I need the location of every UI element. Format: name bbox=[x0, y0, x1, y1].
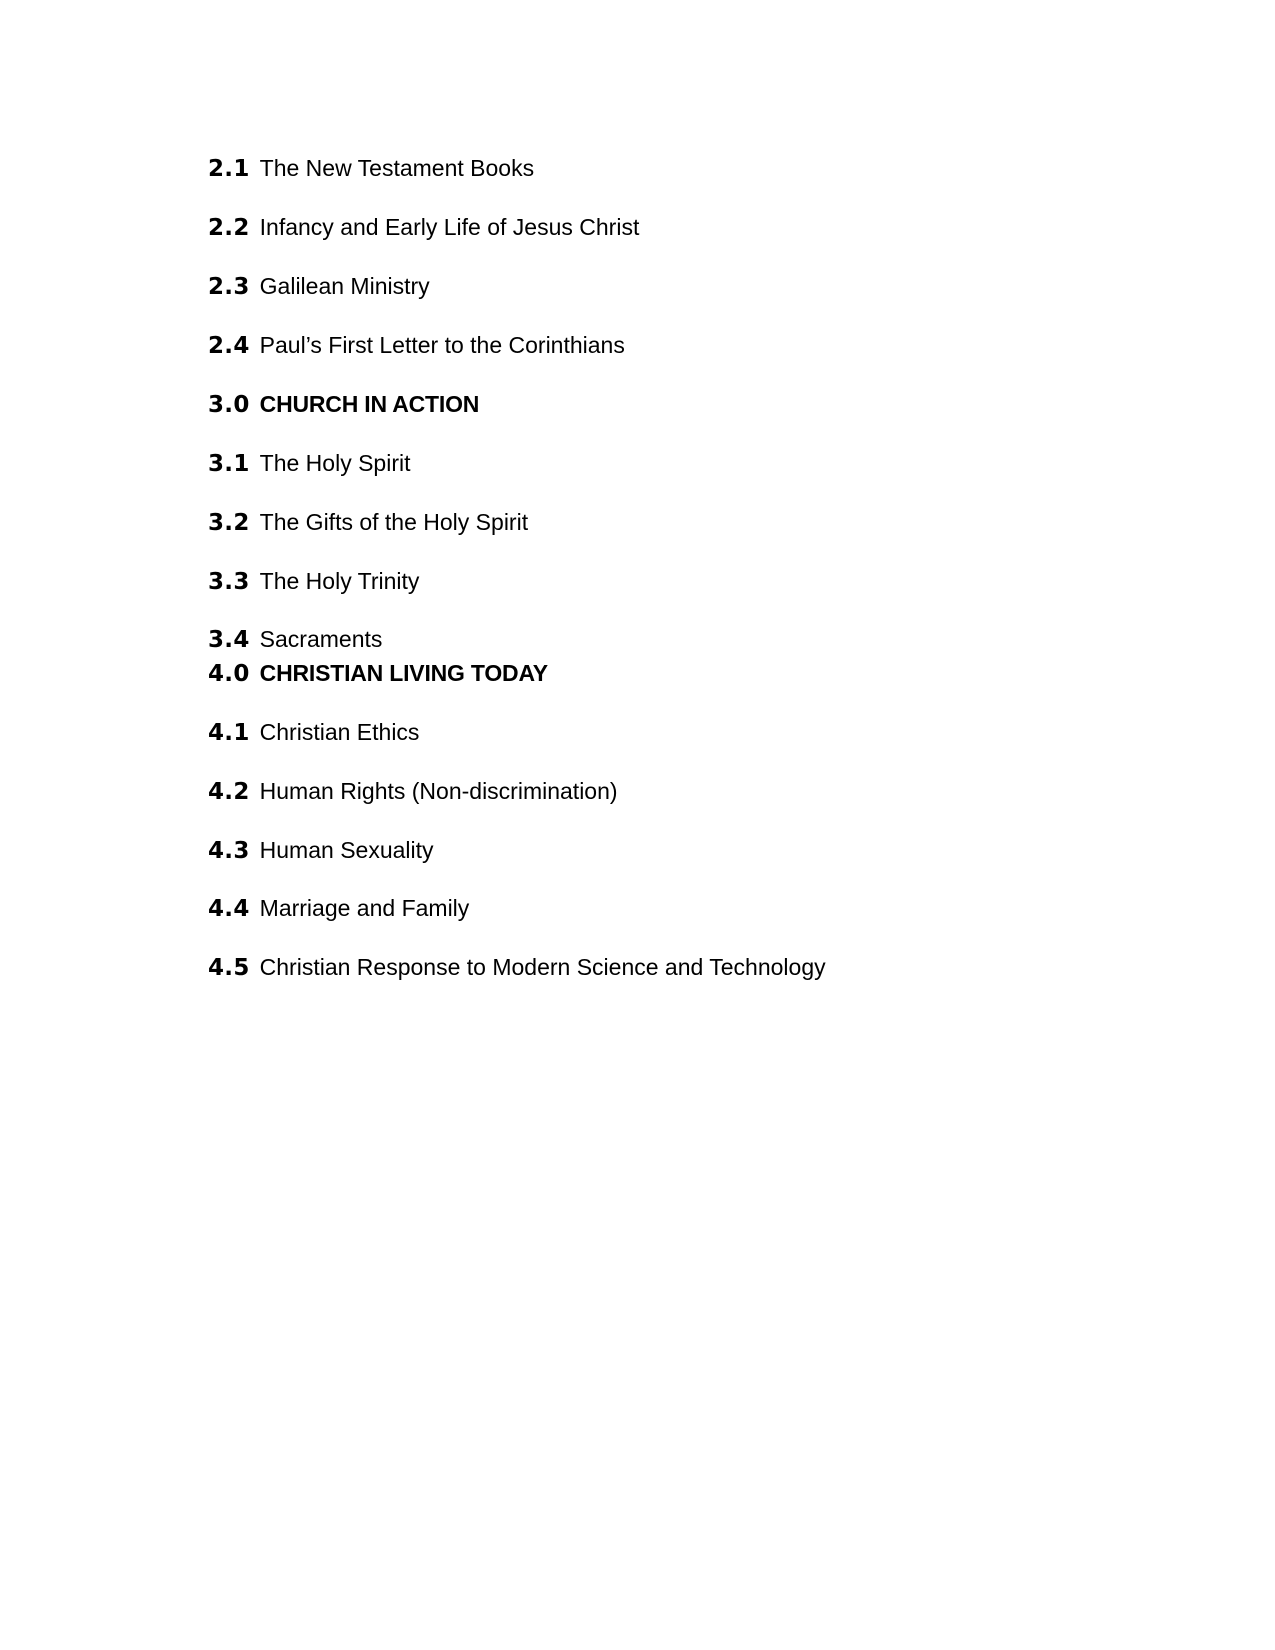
entry-number: 2.1 bbox=[208, 156, 250, 182]
entry-title: Christian Ethics bbox=[259, 719, 420, 745]
entry-title: The New Testament Books bbox=[259, 155, 535, 181]
toc-entry-3-2 bbox=[208, 506, 528, 538]
toc-section-heading-3-0 bbox=[208, 388, 479, 420]
toc-entry-4-3 bbox=[208, 834, 434, 866]
toc-entry-3-3 bbox=[208, 565, 419, 597]
entry-title: Marriage and Family bbox=[259, 895, 470, 921]
entry-title: Sacraments bbox=[259, 626, 383, 652]
entry-number: 3.3 bbox=[208, 569, 250, 595]
toc-entry-4-1 bbox=[208, 716, 419, 748]
entry-number: 2.4 bbox=[208, 333, 250, 359]
toc-entry-2-2 bbox=[208, 211, 639, 243]
toc-entry-3-4 bbox=[208, 623, 382, 655]
toc-entry-2-4 bbox=[208, 329, 625, 361]
entry-number: 2.2 bbox=[208, 215, 250, 241]
entry-title: The Holy Spirit bbox=[259, 450, 411, 476]
entry-title: Christian Response to Modern Science and Technology bbox=[259, 954, 826, 980]
entry-title: The Gifts of the Holy Spirit bbox=[259, 509, 529, 535]
entry-number: 3.2 bbox=[208, 510, 250, 536]
entry-number: 4.3 bbox=[208, 838, 250, 864]
entry-number: 2.3 bbox=[208, 274, 250, 300]
entry-title: Human Rights (Non-discrimination) bbox=[259, 778, 618, 804]
toc-entry-2-3 bbox=[208, 270, 430, 302]
section-heading: CHRISTIAN LIVING TODAY bbox=[259, 660, 548, 686]
toc-section-heading-4-0 bbox=[208, 657, 548, 689]
entry-number: 4.5 bbox=[208, 955, 250, 981]
entry-number: 3.4 bbox=[208, 627, 250, 653]
entry-number: 3.0 bbox=[208, 392, 250, 418]
entry-title: Galilean Ministry bbox=[259, 273, 430, 299]
toc-entry-2-1 bbox=[208, 152, 534, 184]
entry-title: The Holy Trinity bbox=[259, 568, 420, 594]
entry-number: 4.4 bbox=[208, 896, 250, 922]
entry-title: Infancy and Early Life of Jesus Christ bbox=[259, 214, 640, 240]
toc-entry-3-1 bbox=[208, 447, 410, 479]
toc-entry-4-4 bbox=[208, 892, 469, 924]
toc-entry-4-5 bbox=[208, 951, 826, 983]
entry-title: Paul’s First Letter to the Corinthians bbox=[259, 332, 625, 358]
entry-number: 4.0 bbox=[208, 661, 250, 687]
entry-number: 4.1 bbox=[208, 720, 250, 746]
entry-title: Human Sexuality bbox=[259, 837, 434, 863]
entry-number: 4.2 bbox=[208, 779, 250, 805]
toc-entry-4-2 bbox=[208, 775, 618, 807]
section-heading: CHURCH IN ACTION bbox=[259, 391, 480, 417]
entry-number: 3.1 bbox=[208, 451, 250, 477]
